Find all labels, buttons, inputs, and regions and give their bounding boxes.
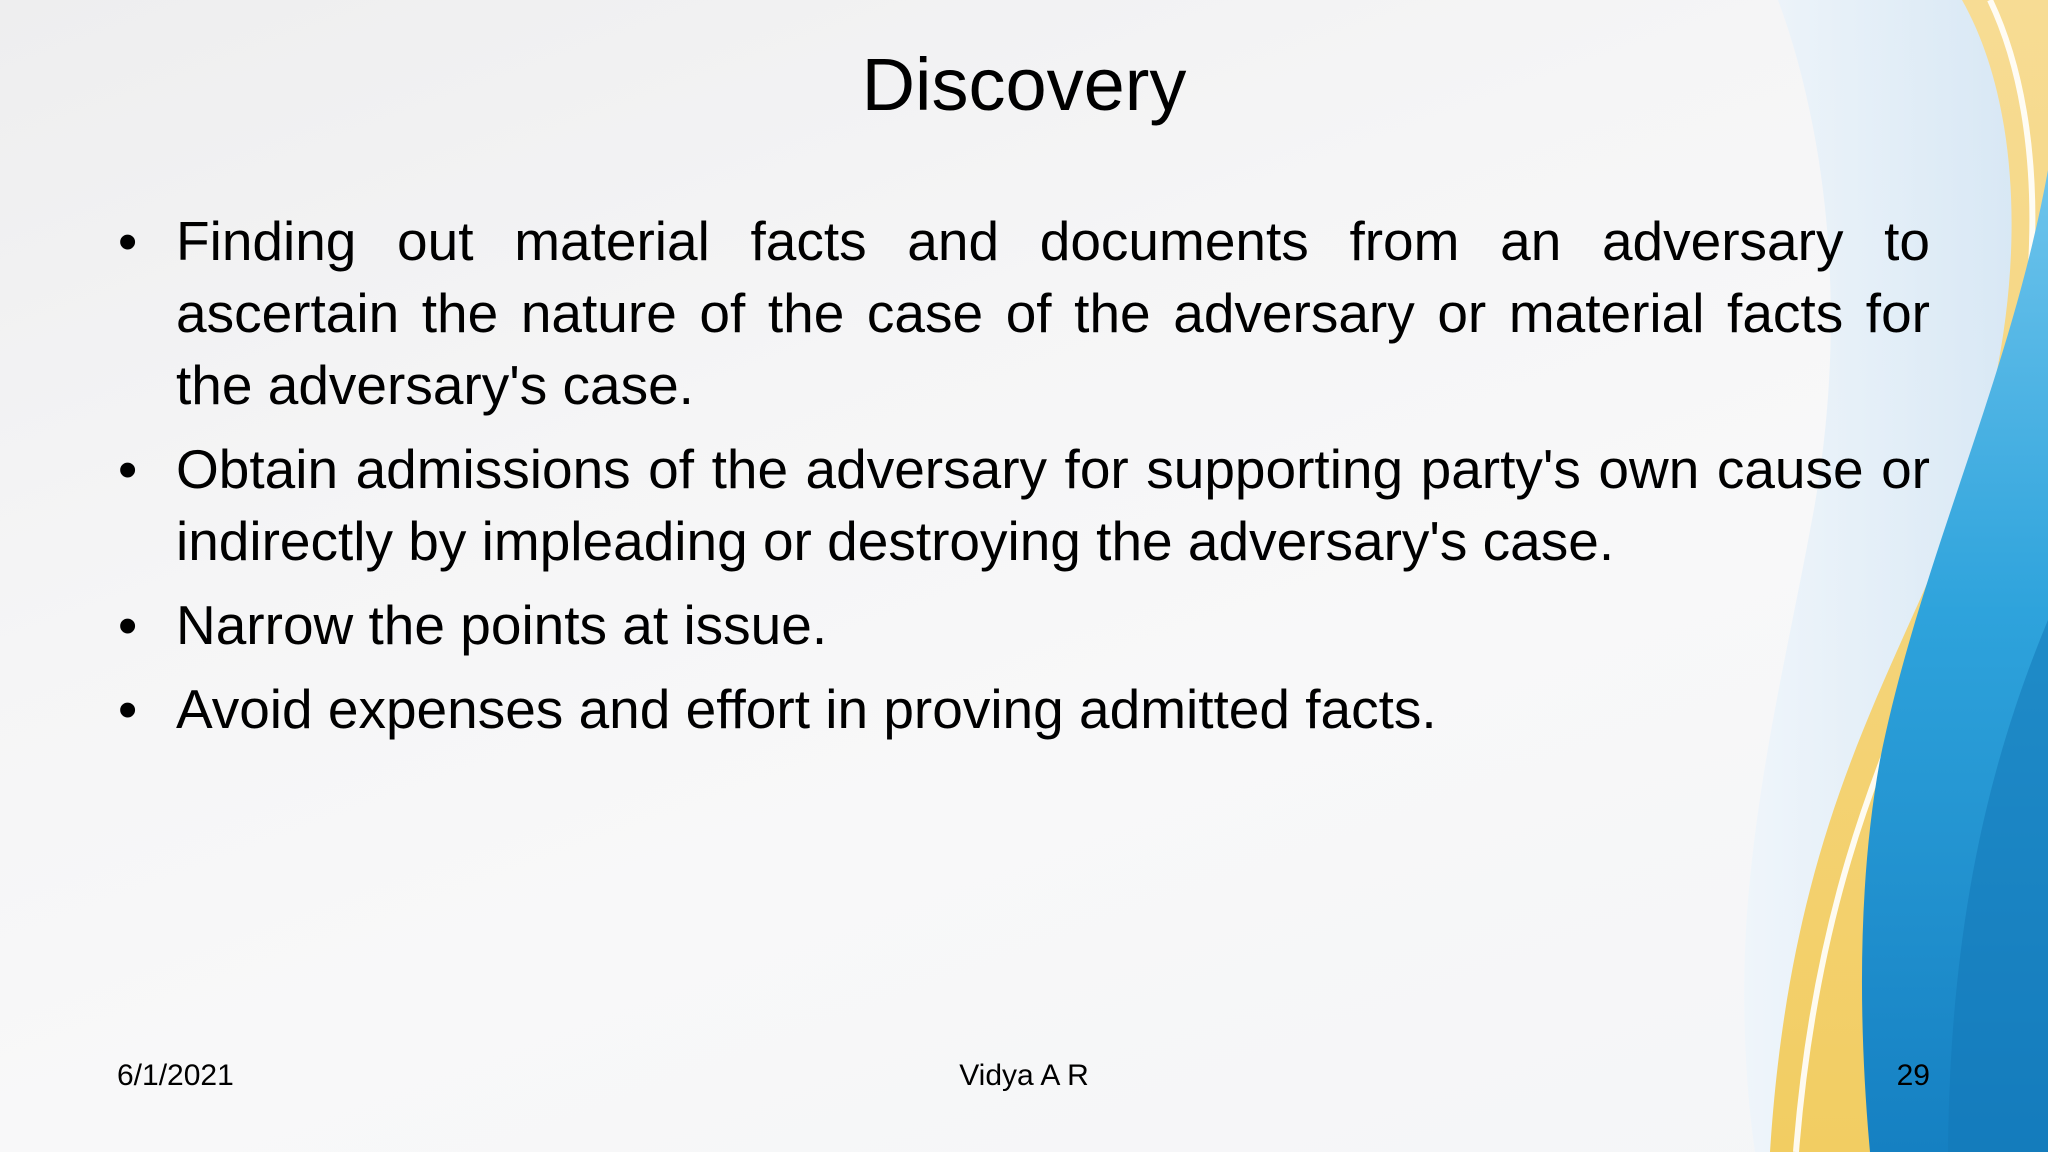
footer-date: 6/1/2021 bbox=[117, 1059, 234, 1092]
bullet-text: Finding out material facts and documents from an adversary to ascertain the nature of the case of the adversary or material facts for the adversary's case. bbox=[176, 210, 1930, 416]
bullet-text: Narrow the points at issue. bbox=[176, 594, 828, 656]
bullet-symbol: • bbox=[118, 210, 138, 272]
footer-author: Vidya A R bbox=[959, 1059, 1089, 1092]
bullet-text: Avoid expenses and effort in proving admitted facts. bbox=[176, 678, 1437, 740]
slide-title: Discovery bbox=[861, 43, 1187, 126]
bullet-text: Obtain admissions of the adversary for supporting party's own cause or indirectly by impleading or destroying the adversary's case. bbox=[176, 438, 1930, 572]
bullet-item bbox=[118, 673, 1930, 745]
footer-page-number: 29 bbox=[1896, 1059, 1930, 1092]
bullet-item bbox=[118, 589, 1930, 661]
bullet-symbol: • bbox=[118, 438, 138, 500]
bullet-item bbox=[118, 205, 1930, 421]
bullet-symbol: • bbox=[118, 594, 138, 656]
bullet-symbol: • bbox=[118, 678, 138, 740]
bullet-item bbox=[118, 433, 1930, 577]
bullet-list bbox=[118, 205, 1930, 757]
